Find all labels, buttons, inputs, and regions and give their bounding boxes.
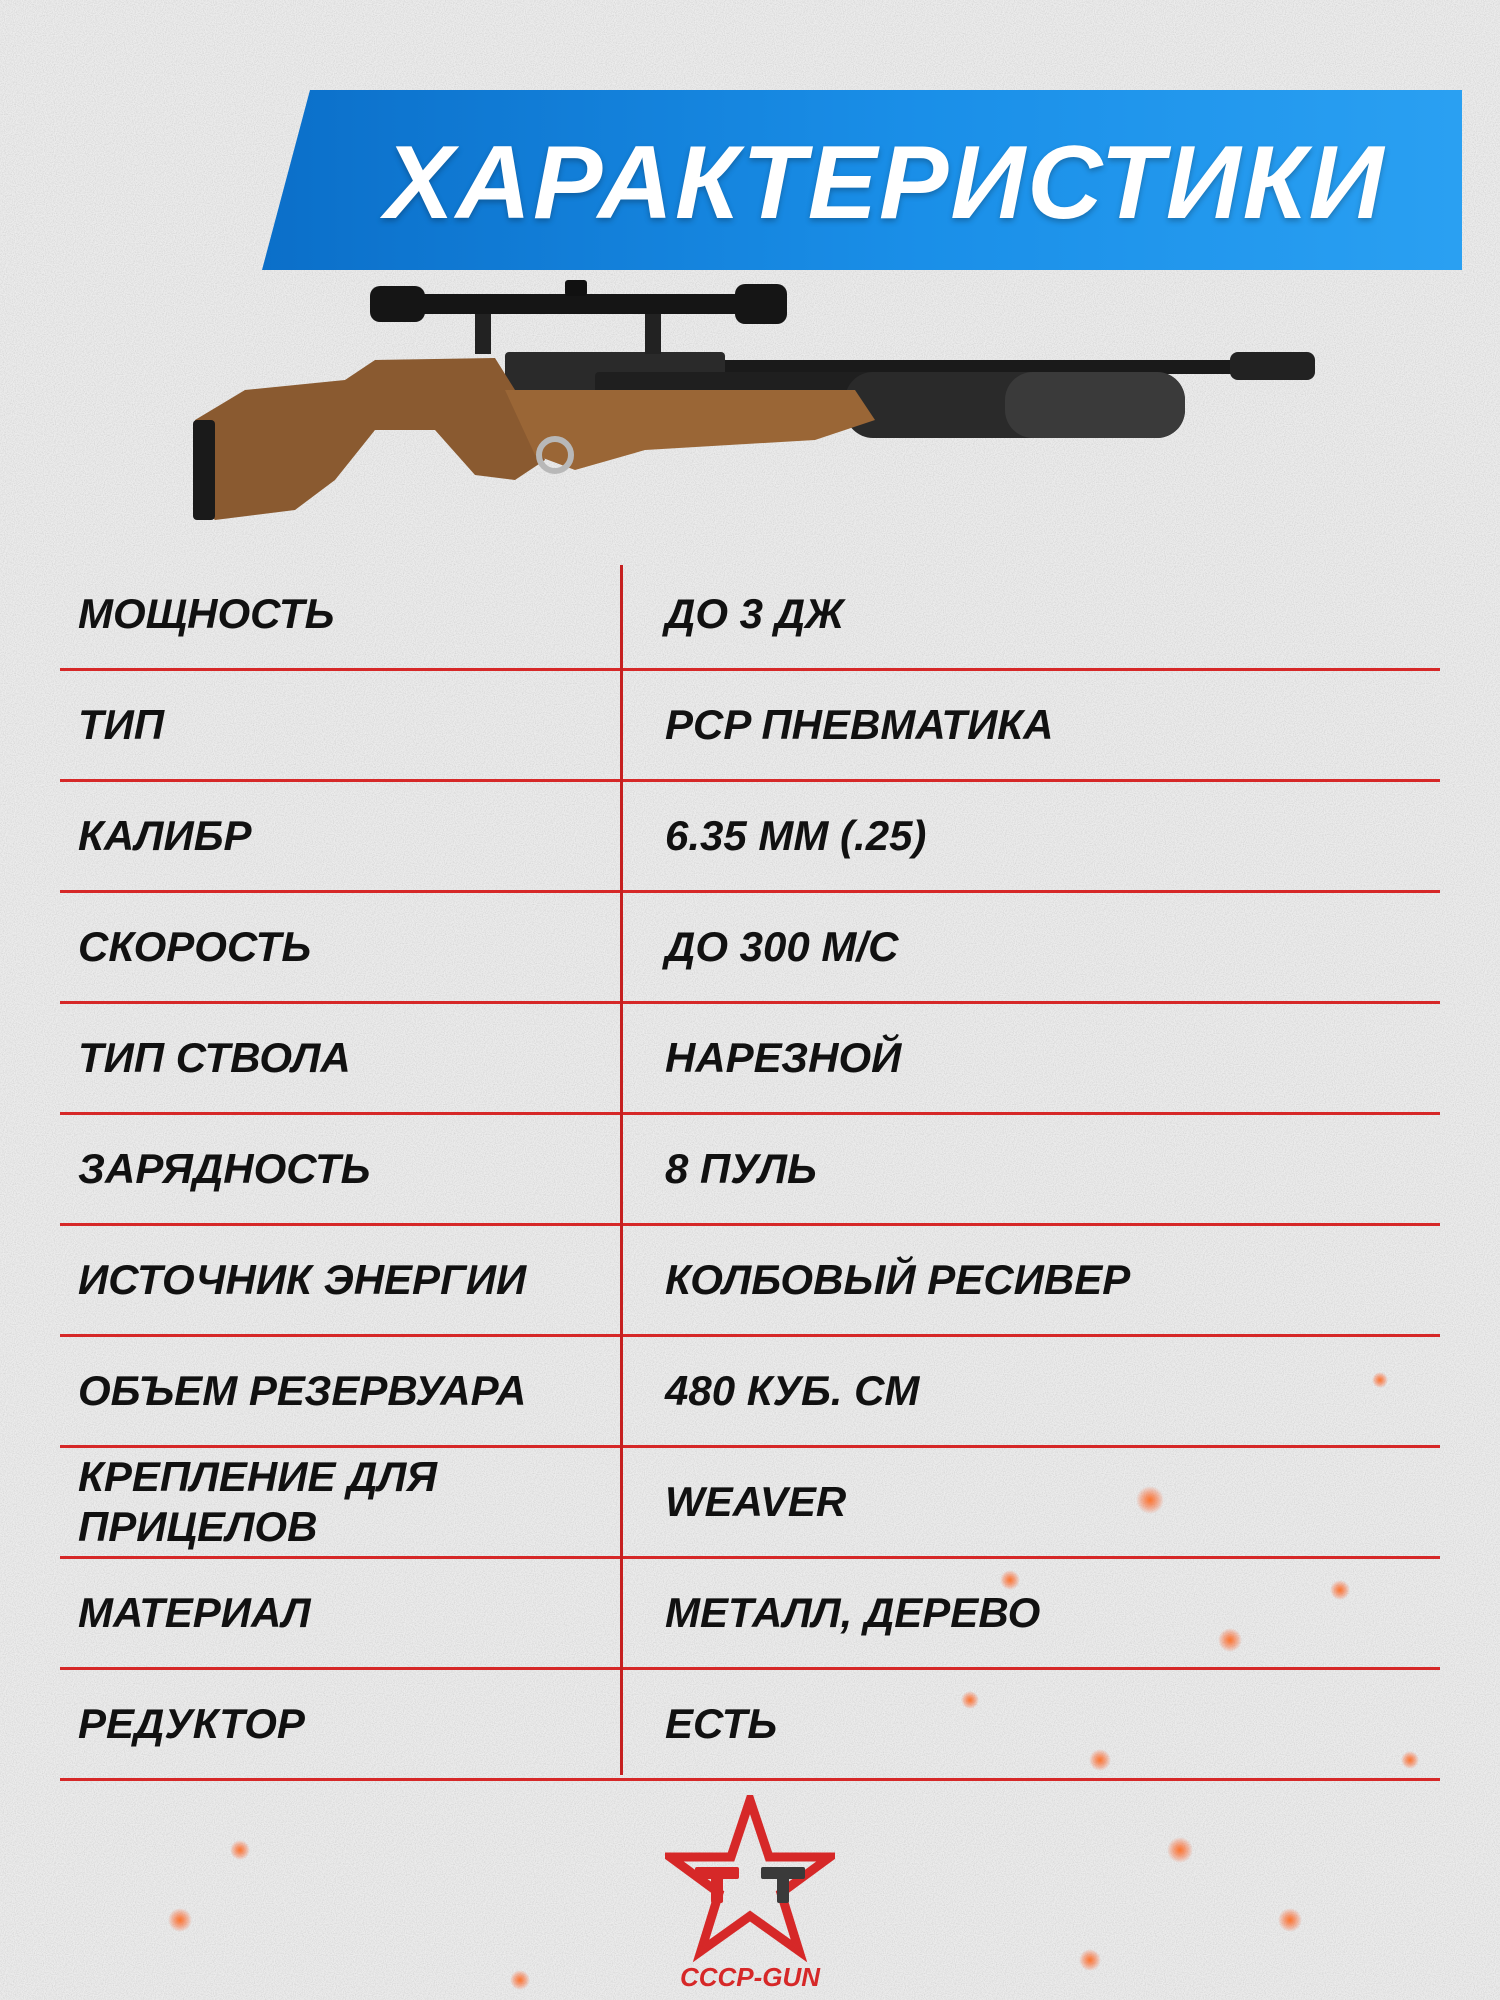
spec-row — [60, 1448, 1440, 1559]
spec-label: КАЛИБР — [78, 812, 252, 859]
spec-label: ИСТОЧНИК ЭНЕРГИИ — [78, 1256, 527, 1303]
spec-row — [60, 1670, 1440, 1781]
spec-value: ДО 3 ДЖ — [665, 590, 844, 637]
spec-value: 480 КУБ. СМ — [665, 1367, 920, 1414]
spec-row — [60, 893, 1440, 1004]
spec-value: ДО 300 М/С — [665, 923, 899, 970]
brand-name: CCCP-GUN — [679, 1962, 821, 1992]
spec-row — [60, 1226, 1440, 1337]
spec-value: МЕТАЛЛ, ДЕРЕВО — [665, 1589, 1041, 1636]
spec-row — [60, 1115, 1440, 1226]
spec-row — [60, 1559, 1440, 1670]
spec-value: WEAVER — [665, 1478, 847, 1525]
spec-label: РЕДУКТОР — [78, 1700, 305, 1747]
spec-label: МАТЕРИАЛ — [78, 1589, 311, 1636]
spec-value: 8 ПУЛЬ — [665, 1145, 817, 1192]
spec-label: ТИП — [78, 701, 165, 748]
red-star-pistols-logo-icon — [665, 1795, 835, 1965]
spec-row — [60, 782, 1440, 893]
spec-row — [60, 671, 1440, 782]
column-divider — [620, 565, 623, 1775]
spec-row — [60, 1337, 1440, 1448]
spec-table — [60, 560, 1440, 1781]
rifle-image-icon — [175, 280, 1335, 540]
spec-row — [60, 560, 1440, 671]
spec-label: КРЕПЛЕНИЕ ДЛЯ ПРИЦЕЛОВ — [78, 1453, 437, 1550]
spec-value: 6.35 ММ (.25) — [665, 812, 927, 859]
spec-value: НАРЕЗНОЙ — [665, 1034, 902, 1081]
spec-row — [60, 1004, 1440, 1115]
page-title: ХАРАКТЕРИСТИКИ — [384, 124, 1386, 241]
spec-label: ОБЪЕМ РЕЗЕРВУАРА — [78, 1367, 527, 1414]
spec-label: ТИП СТВОЛА — [78, 1034, 351, 1081]
spec-value: ЕСТЬ — [665, 1700, 778, 1747]
spec-label: МОЩНОСТЬ — [78, 590, 335, 637]
spec-label: СКОРОСТЬ — [78, 923, 312, 970]
spec-label: ЗАРЯДНОСТЬ — [78, 1145, 371, 1192]
spec-value: КОЛБОВЫЙ РЕСИВЕР — [665, 1256, 1131, 1303]
spec-value: PCP ПНЕВМАТИКА — [665, 701, 1054, 748]
